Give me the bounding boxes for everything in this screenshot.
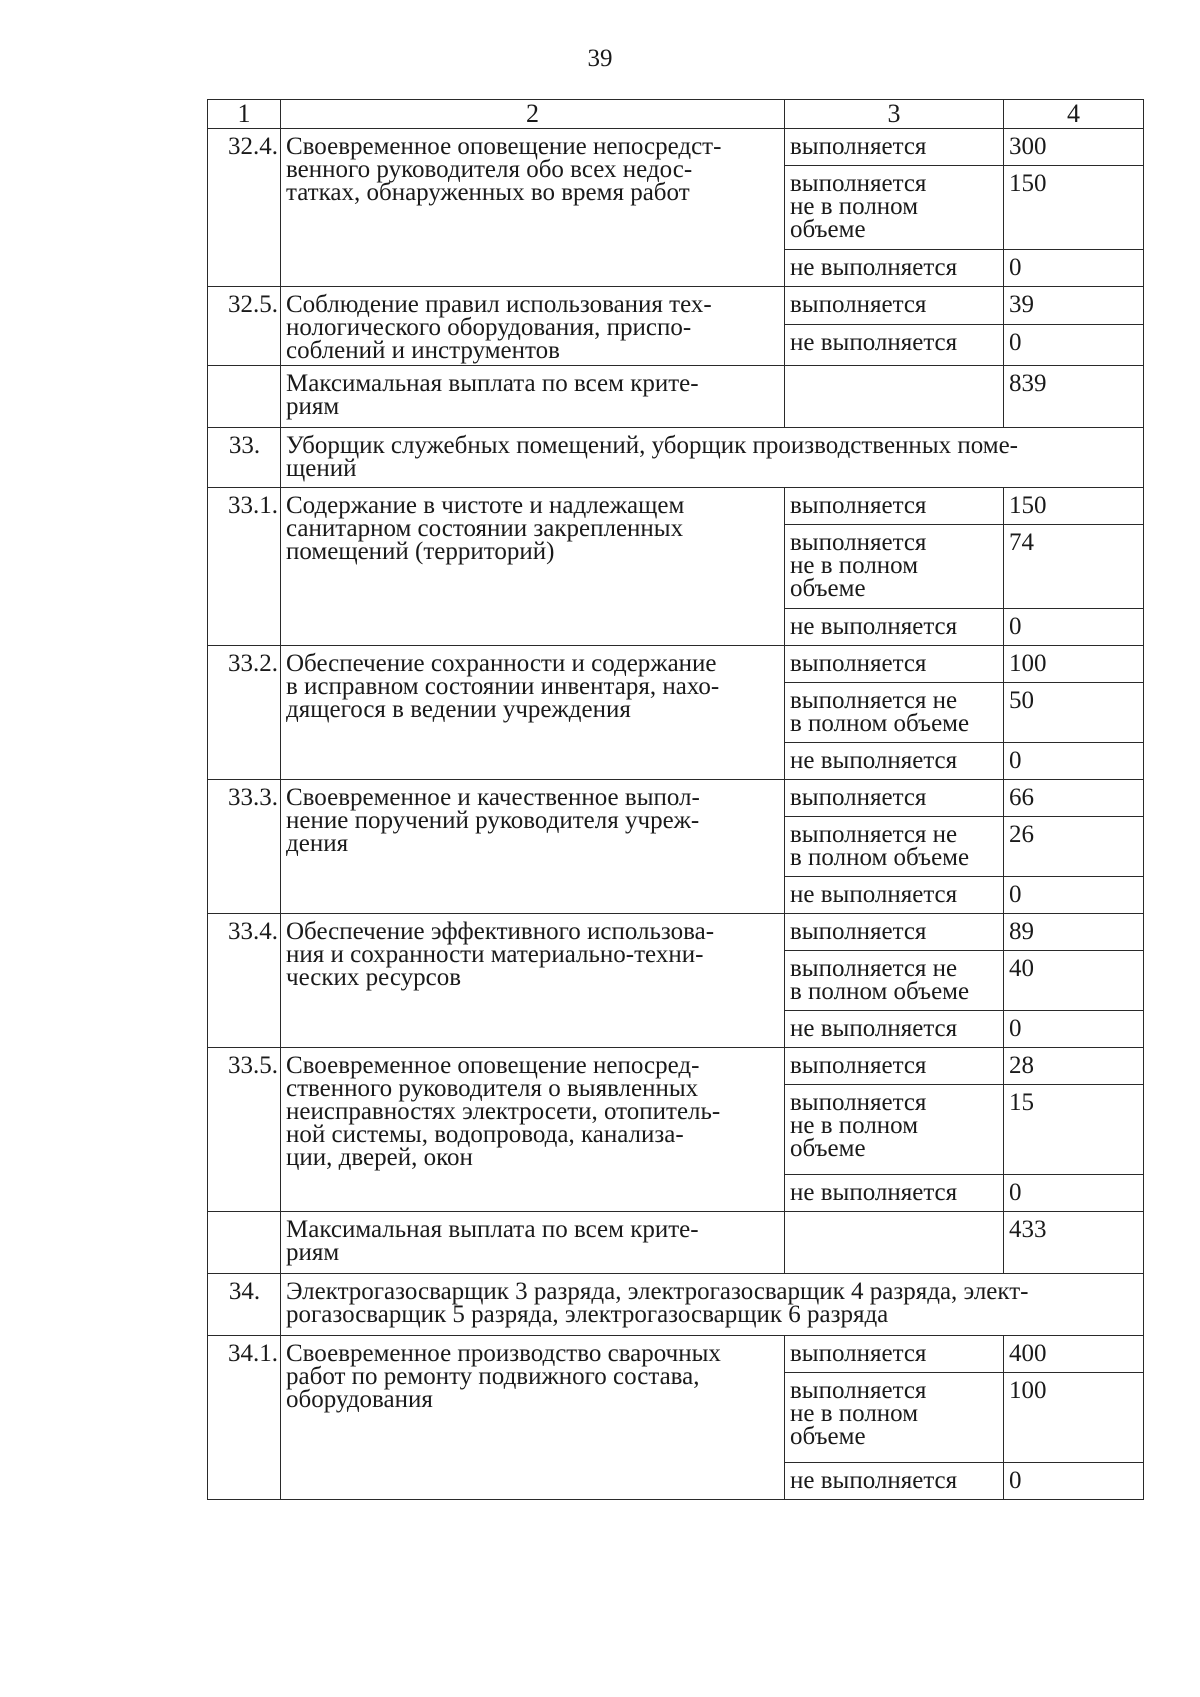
payout-value: 0 <box>1004 1175 1144 1212</box>
payout-value: 100 <box>1004 646 1144 683</box>
table-row <box>208 914 1144 951</box>
status-not-done: не выполняется <box>785 743 1004 780</box>
criterion-text: Соблюдение правил использования тех- нологического оборудования, приспо- соблений и инструментов <box>281 287 785 366</box>
status-partial: выполняется не в полном объеме <box>785 817 1004 877</box>
criterion-text: Содержание в чистоте и надлежащем санитарном состоянии закрепленных помещений (территорий) <box>281 488 785 646</box>
payout-value: 0 <box>1004 877 1144 914</box>
payout-value: 0 <box>1004 250 1144 287</box>
section-row <box>208 1274 1144 1336</box>
status-partial: выполняется не в полном объеме <box>785 1085 1004 1175</box>
payout-value: 15 <box>1004 1085 1144 1175</box>
status-not-done: не выполняется <box>785 324 1004 365</box>
criterion-text: Обеспечение сохранности и содержание в исправном состоянии инвентаря, нахо- дящегося в ведении учреждения <box>281 646 785 780</box>
payout-value: 400 <box>1004 1336 1144 1373</box>
criterion-text: Своевременное производство сварочных работ по ремонту подвижного состава, оборудования <box>281 1336 785 1500</box>
payout-value: 0 <box>1004 324 1144 365</box>
status-not-done: не выполняется <box>785 877 1004 914</box>
column-number-2: 2 <box>281 100 785 129</box>
table-row <box>208 287 1144 325</box>
status-not-done: не выполняется <box>785 609 1004 646</box>
table-row <box>208 129 1144 166</box>
status-not-done: не выполняется <box>785 1011 1004 1048</box>
status-done: выполняется <box>785 646 1004 683</box>
row-number: 34.1. <box>208 1336 281 1500</box>
row-number: 32.4. <box>208 129 281 287</box>
criterion-text: Своевременное и качественное выпол- нение поручений руководителя учреж- дения <box>281 780 785 914</box>
payout-value: 0 <box>1004 743 1144 780</box>
payout-value: 89 <box>1004 914 1144 951</box>
status-not-done: не выполняется <box>785 1463 1004 1500</box>
row-number: 33.5. <box>208 1048 281 1212</box>
table-row <box>208 646 1144 683</box>
payout-value: 28 <box>1004 1048 1144 1085</box>
column-number-1: 1 <box>208 100 281 129</box>
status-done: выполняется <box>785 287 1004 325</box>
payout-value: 50 <box>1004 683 1144 743</box>
table-row <box>208 780 1144 817</box>
status-done: выполняется <box>785 1336 1004 1373</box>
payout-value: 39 <box>1004 287 1144 325</box>
section-number: 34. <box>208 1274 281 1336</box>
status-partial: выполняется не в полном объеме <box>785 525 1004 609</box>
max-payout-value: 433 <box>1004 1212 1144 1274</box>
max-payout-row <box>208 366 1144 428</box>
column-number-4: 4 <box>1004 100 1144 129</box>
status-partial: выполняется не в полном объеме <box>785 951 1004 1011</box>
status-done: выполняется <box>785 129 1004 166</box>
row-number: 32.5. <box>208 287 281 366</box>
payout-value: 66 <box>1004 780 1144 817</box>
criterion-text: Своевременное оповещение непосред- ственного руководителя о выявленных неисправностях электросети, отопитель- ной системы, водопровода, канализа- ции, дверей, окон <box>281 1048 785 1212</box>
status-done: выполняется <box>785 488 1004 525</box>
payout-value: 26 <box>1004 817 1144 877</box>
status-done: выполняется <box>785 780 1004 817</box>
payout-value: 0 <box>1004 609 1144 646</box>
status-not-done: не выполняется <box>785 250 1004 287</box>
table-row <box>208 1336 1144 1373</box>
max-payout-label: Максимальная выплата по всем крите- риям <box>281 366 785 428</box>
section-title: Электрогазосварщик 3 разряда, электрогазосварщик 4 разряда, элект- рогазосварщик 5 разряда, электрогазосварщик 6 разряда <box>281 1274 1144 1336</box>
payout-value: 100 <box>1004 1373 1144 1463</box>
status-done: выполняется <box>785 1048 1004 1085</box>
row-number: 33.1. <box>208 488 281 646</box>
status-partial: выполняется не в полном объеме <box>785 166 1004 250</box>
table-row <box>208 1048 1144 1085</box>
payout-value: 0 <box>1004 1463 1144 1500</box>
row-number: 33.2. <box>208 646 281 780</box>
payout-value: 0 <box>1004 1011 1144 1048</box>
status-done: выполняется <box>785 914 1004 951</box>
page-number: 39 <box>587 45 613 72</box>
max-payout-label: Максимальная выплата по всем крите- риям <box>281 1212 785 1274</box>
criteria-table <box>207 99 1144 1500</box>
payout-value: 40 <box>1004 951 1144 1011</box>
section-row <box>208 428 1144 488</box>
max-payout-row <box>208 1212 1144 1274</box>
section-number: 33. <box>208 428 281 488</box>
criterion-text: Обеспечение эффективного использова- ния и сохранности материально-техни- ческих ресурсов <box>281 914 785 1048</box>
payout-value: 150 <box>1004 488 1144 525</box>
max-payout-value: 839 <box>1004 366 1144 428</box>
table-header-row <box>208 100 1144 129</box>
payout-value: 74 <box>1004 525 1144 609</box>
payout-value: 150 <box>1004 166 1144 250</box>
status-partial: выполняется не в полном объеме <box>785 683 1004 743</box>
status-not-done: не выполняется <box>785 1175 1004 1212</box>
criterion-text: Своевременное оповещение непосредст- венного руководителя обо всех недос- татках, обнаруженных во время работ <box>281 129 785 287</box>
status-partial: выполняется не в полном объеме <box>785 1373 1004 1463</box>
payout-value: 300 <box>1004 129 1144 166</box>
row-number: 33.4. <box>208 914 281 1048</box>
table-row <box>208 488 1144 525</box>
column-number-3: 3 <box>785 100 1004 129</box>
row-number: 33.3. <box>208 780 281 914</box>
section-title: Уборщик служебных помещений, уборщик производственных поме- щений <box>281 428 1144 488</box>
